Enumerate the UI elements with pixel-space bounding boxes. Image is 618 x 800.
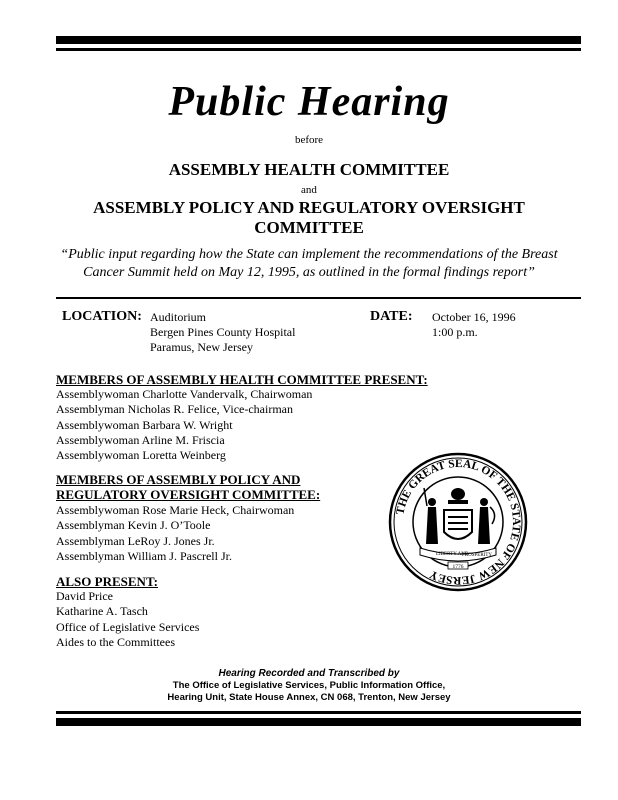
bottom-rule-thick: [56, 718, 581, 726]
top-rule-thick: [56, 36, 581, 44]
list-item: Assemblyman Kevin J. O’Toole: [56, 518, 211, 533]
quote-line2: Cancer Summit held on May 12, 1995, as outlined in the formal findings report”: [83, 265, 535, 280]
location-value: [150, 310, 295, 355]
date-line: 1:00 p.m.: [432, 325, 478, 339]
seal-ring-text: THE GREAT SEAL OF THE STATE OF NEW JERSEY: [394, 457, 523, 587]
quote-line1: “Public input regarding how the State can implement the recommendations of the Breast: [60, 247, 558, 262]
great-seal-icon: [388, 452, 528, 592]
top-rule-thin: [56, 48, 581, 51]
credit-line1: Hearing Recorded and Transcribed by: [218, 668, 400, 679]
health-members-heading: MEMBERS OF ASSEMBLY HEALTH COMMITTEE PRESENT:: [56, 372, 428, 387]
list-item: Assemblywoman Arline M. Friscia: [56, 432, 225, 447]
before-text: before: [294, 134, 324, 146]
location-line: Bergen Pines County Hospital: [150, 325, 296, 339]
hearing-subject-quote: [40, 246, 578, 282]
committee-health-title: ASSEMBLY HEALTH COMMITTEE: [168, 160, 450, 179]
list-item: Assemblywoman Barbara W. Wright: [56, 417, 233, 432]
committee-policy-title: [0, 198, 618, 238]
transcription-credit: [0, 668, 618, 704]
list-item: Office of Legislative Services: [56, 619, 200, 634]
seal-ribbon-left: LIBERTY AND: [436, 552, 469, 557]
date-line: October 16, 1996: [432, 310, 516, 324]
list-item: Assemblywoman Charlotte Vandervalk, Chairwoman: [56, 387, 313, 401]
list-item: Assemblywoman Rose Marie Heck, Chairwoman: [56, 503, 295, 517]
policy-members-heading: [56, 472, 320, 502]
bottom-rule-thin: [56, 711, 581, 714]
policy-members-list: [56, 503, 294, 564]
list-item: Assemblyman William J. Pascrell Jr.: [56, 548, 232, 563]
and-text: and: [301, 184, 317, 196]
seal-ribbon-right: PROSPERITY: [462, 553, 493, 558]
committee-policy-line2: COMMITTEE: [254, 218, 364, 237]
list-item: Aides to the Committees: [56, 634, 175, 649]
committee-policy-line1: ASSEMBLY POLICY AND REGULATORY OVERSIGHT: [93, 198, 525, 217]
health-members-list: [56, 387, 312, 463]
location-label: LOCATION:: [62, 309, 142, 324]
details-divider: [56, 297, 581, 299]
list-item: Assemblywoman Loretta Weinberg: [56, 448, 226, 463]
page-title: Public Hearing: [168, 79, 450, 125]
seal-year: 1776: [452, 564, 464, 570]
credit-line3: Hearing Unit, State House Annex, CN 068, Trenton, New Jersey: [167, 692, 451, 703]
list-item: Assemblyman LeRoy J. Jones Jr.: [56, 533, 215, 548]
location-line: Auditorium: [150, 310, 206, 324]
location-line: Paramus, New Jersey: [150, 340, 253, 354]
policy-heading-line1: MEMBERS OF ASSEMBLY POLICY AND: [56, 472, 301, 487]
also-present-heading: ALSO PRESENT:: [56, 574, 158, 589]
date-label: DATE:: [370, 309, 413, 324]
list-item: Katharine A. Tasch: [56, 604, 148, 619]
list-item: Assemblyman Nicholas R. Felice, Vice-chairman: [56, 402, 293, 417]
also-present-list: [56, 589, 199, 650]
date-value: [432, 310, 516, 340]
credit-line2: The Office of Legislative Services, Public Information Office,: [172, 680, 446, 691]
policy-heading-line2: REGULATORY OVERSIGHT COMMITTEE:: [56, 487, 321, 502]
list-item: David Price: [56, 589, 113, 603]
